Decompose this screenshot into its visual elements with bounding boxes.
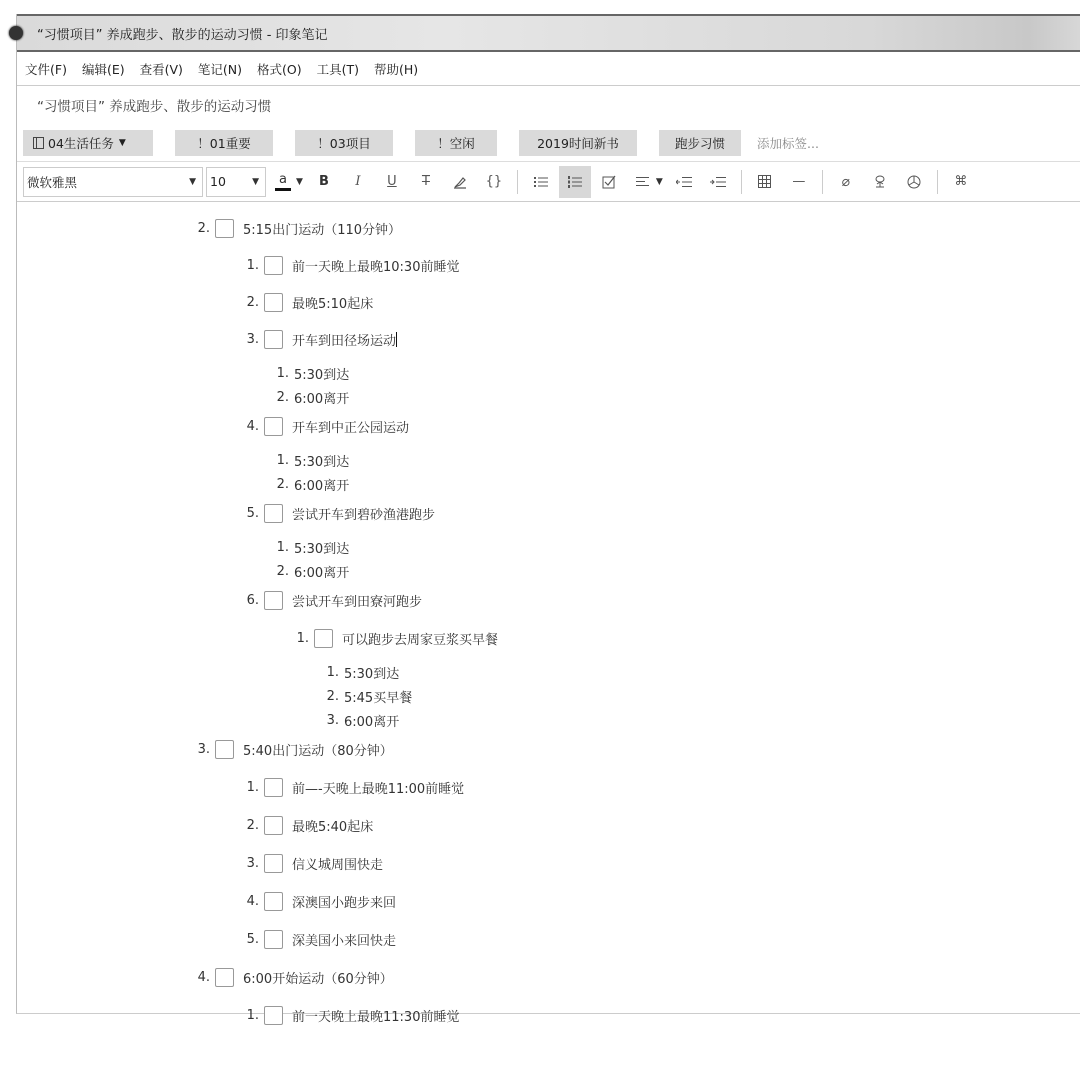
list-item-text: 6:00离开 <box>294 478 350 494</box>
toolbar-divider <box>937 170 938 194</box>
text-color-button[interactable] <box>267 166 299 198</box>
chevron-down-icon: ▼ <box>118 137 126 148</box>
font-family-select[interactable] <box>23 167 203 197</box>
task-checkbox[interactable] <box>264 256 283 275</box>
list-item-text: 5:30到达 <box>294 454 350 470</box>
list-item-text: 5:15出门运动（110分钟） <box>243 222 402 238</box>
list-number: 4. <box>246 893 259 909</box>
menu-tools[interactable]: 工具(T) <box>316 61 360 77</box>
underline-button[interactable]: U <box>387 174 397 189</box>
list-number: 1. <box>276 539 289 555</box>
list-number: 1. <box>246 257 259 273</box>
checkbox-button[interactable] <box>593 166 625 198</box>
numbered-list-item[interactable] <box>269 537 349 557</box>
numbered-list-button[interactable] <box>559 166 591 198</box>
task-checkbox[interactable] <box>264 778 283 797</box>
highlight-button[interactable] <box>444 166 476 198</box>
chevron-down-icon: ▼ <box>252 176 259 187</box>
checklist-item[interactable] <box>239 891 396 911</box>
list-item-text: 6:00开始运动（60分钟） <box>243 971 393 987</box>
list-number: 2. <box>197 220 210 236</box>
checklist-item[interactable] <box>190 967 393 987</box>
list-number: 3. <box>197 741 210 757</box>
list-number: 2. <box>326 688 339 704</box>
task-checkbox[interactable] <box>215 219 234 238</box>
notebook-name: 04生活任务 <box>48 135 114 151</box>
record-audio-button[interactable] <box>864 166 896 198</box>
tag-idle[interactable]: ！空闲 <box>415 130 497 156</box>
checklist-item[interactable] <box>239 590 422 610</box>
task-checkbox[interactable] <box>264 816 283 835</box>
bullet-list-icon <box>534 176 548 188</box>
tag-2019-time-book[interactable]: 2019时间新书 <box>519 130 637 156</box>
list-item-text: 6:00离开 <box>294 391 350 407</box>
numbered-list-item[interactable] <box>269 561 349 581</box>
format-toolbar <box>17 162 1080 202</box>
add-tag-input[interactable]: 添加标签... <box>757 135 819 151</box>
indent-button[interactable] <box>702 166 734 198</box>
numbered-list-item[interactable] <box>319 710 399 730</box>
list-item-text: 5:30到达 <box>344 666 400 682</box>
task-checkbox[interactable] <box>264 1006 283 1025</box>
menu-format[interactable]: 格式(O) <box>257 61 302 77</box>
checklist-item[interactable] <box>239 416 409 436</box>
checkbox-icon <box>602 175 616 189</box>
list-number: 4. <box>197 969 210 985</box>
align-left-icon <box>636 176 650 188</box>
task-checkbox[interactable] <box>264 854 283 873</box>
tag-running-habit[interactable]: 跑步习惯 <box>659 130 741 156</box>
notebook-selector[interactable] <box>23 130 153 156</box>
attach-button[interactable] <box>830 166 862 198</box>
checklist-item[interactable] <box>239 329 397 349</box>
list-item-text: 尝试开车到碧砂渔港跑步 <box>292 507 436 523</box>
tag-03-project[interactable]: ！03项目 <box>295 130 393 156</box>
tag-01-important[interactable]: ！01重要 <box>175 130 273 156</box>
task-checkbox[interactable] <box>264 293 283 312</box>
list-number: 1. <box>276 365 289 381</box>
menu-bar <box>17 52 1080 86</box>
checklist-item[interactable] <box>239 503 435 523</box>
insert-table-button[interactable] <box>749 166 781 198</box>
task-checkbox[interactable] <box>215 740 234 759</box>
list-number: 2. <box>246 817 259 833</box>
list-item-text: 深美国小来回快走 <box>292 933 397 949</box>
strikethrough-button[interactable] <box>410 166 442 198</box>
list-number: 2. <box>276 389 289 405</box>
window-title: “习惯项目” 养成跑步、散步的运动习惯 - 印象笔记 <box>37 27 328 43</box>
numbered-list-item[interactable] <box>319 686 412 706</box>
menu-file[interactable]: 文件(F) <box>25 61 67 77</box>
encrypt-icon <box>907 175 921 189</box>
font-size-select[interactable] <box>206 167 266 197</box>
numbered-list-icon <box>568 176 582 188</box>
checklist-item[interactable] <box>239 777 464 797</box>
task-checkbox[interactable] <box>215 968 234 987</box>
list-item-text: 5:30到达 <box>294 367 350 383</box>
list-number: 2. <box>276 563 289 579</box>
microphone-icon <box>874 175 886 189</box>
list-number: 3. <box>246 331 259 347</box>
list-number: 1. <box>296 630 309 646</box>
outdent-button[interactable] <box>668 166 700 198</box>
checklist-item[interactable] <box>190 218 401 238</box>
checklist-item[interactable] <box>239 853 383 873</box>
numbered-list-item[interactable] <box>269 387 349 407</box>
task-checkbox[interactable] <box>264 591 283 610</box>
indent-icon <box>710 176 726 188</box>
checklist-item[interactable] <box>239 929 396 949</box>
list-item-text: 开车到田径场运动 <box>292 333 397 349</box>
align-dropdown-icon[interactable]: ▼ <box>655 176 663 187</box>
list-item-text: 可以跑步去周家豆浆买早餐 <box>342 632 499 648</box>
task-checkbox[interactable] <box>264 892 283 911</box>
list-item-text: 信义城周围快走 <box>292 857 384 873</box>
list-item-text: 尝试开车到田寮河跑步 <box>292 594 423 610</box>
list-item-text: 6:00离开 <box>344 714 400 730</box>
list-number: 1. <box>276 452 289 468</box>
checklist-item[interactable] <box>190 739 393 759</box>
menu-help[interactable]: 帮助(H) <box>374 61 419 77</box>
text-cursor <box>396 332 397 347</box>
list-number: 4. <box>246 418 259 434</box>
evernote-app-icon[interactable] <box>9 26 23 40</box>
task-checkbox[interactable] <box>264 930 283 949</box>
numbered-list-item[interactable] <box>269 474 349 494</box>
font-size-value: 10 <box>210 174 226 189</box>
list-item-text: 最晚5:10起床 <box>292 296 374 312</box>
list-item-text: 5:30到达 <box>294 541 350 557</box>
checklist-item[interactable] <box>239 255 459 275</box>
numbered-list-item[interactable] <box>319 662 399 682</box>
command-icon: ⌘ <box>954 174 968 189</box>
list-item-text: 最晚5:40起床 <box>292 819 374 835</box>
checklist-item[interactable] <box>239 815 373 835</box>
list-item-text: 前一天晚上最晚10:30前睡觉 <box>292 259 460 275</box>
bullet-list-button[interactable] <box>525 166 557 198</box>
list-number: 5. <box>246 505 259 521</box>
list-number: 3. <box>326 712 339 728</box>
checklist-item[interactable] <box>289 628 498 648</box>
checklist-item[interactable] <box>239 292 373 312</box>
toolbar-divider <box>741 170 742 194</box>
task-checkbox[interactable] <box>314 629 333 648</box>
more-commands-button[interactable] <box>945 166 977 198</box>
list-item-text: 前一天晚上最晚11:30前睡觉 <box>292 1009 460 1025</box>
strikethrough-icon: T <box>421 174 430 189</box>
tag-bar <box>17 124 1080 162</box>
title-bar <box>17 14 1080 52</box>
list-item-text: 5:40出门运动（80分钟） <box>243 743 393 759</box>
chevron-down-icon: ▼ <box>189 176 196 187</box>
list-number: 5. <box>246 931 259 947</box>
list-number: 2. <box>276 476 289 492</box>
list-item-text: 深澳国小跑步来回 <box>292 895 397 911</box>
notebook-icon <box>33 137 44 149</box>
encrypt-button[interactable] <box>898 166 930 198</box>
font-family-value: 微软雅黑 <box>27 174 78 190</box>
horizontal-rule-button[interactable] <box>783 166 815 198</box>
align-button[interactable] <box>627 166 659 198</box>
paperclip-icon: ⌀ <box>841 173 851 190</box>
checklist-item[interactable] <box>239 1005 459 1025</box>
code-block-button[interactable]: {} <box>485 174 503 189</box>
list-number: 6. <box>246 592 259 608</box>
table-icon <box>758 175 771 188</box>
list-item-text: 6:00离开 <box>294 565 350 581</box>
task-checkbox[interactable] <box>264 504 283 523</box>
list-number: 3. <box>246 855 259 871</box>
numbered-list-item[interactable] <box>269 363 349 383</box>
toolbar-divider <box>822 170 823 194</box>
menu-view[interactable]: 查看(V) <box>139 61 183 77</box>
task-checkbox[interactable] <box>264 417 283 436</box>
text-color-dropdown-icon[interactable]: ▼ <box>296 176 303 187</box>
text-color-icon: a <box>274 172 292 191</box>
numbered-list-item[interactable] <box>269 450 349 470</box>
list-item-text: 开车到中正公园运动 <box>292 420 410 436</box>
list-number: 1. <box>326 664 339 680</box>
toolbar-divider <box>517 170 518 194</box>
menu-edit[interactable]: 编辑(E) <box>81 61 125 77</box>
list-item-text: 前—-天晚上最晚11:00前睡觉 <box>292 781 465 797</box>
menu-note[interactable]: 笔记(N) <box>197 61 243 77</box>
evernote-window <box>16 14 1080 1025</box>
bold-button[interactable]: B <box>318 174 329 189</box>
list-number: 1. <box>246 779 259 795</box>
list-item-text: 5:45买早餐 <box>344 690 413 706</box>
outdent-icon <box>676 176 692 188</box>
highlighter-icon <box>453 175 467 189</box>
horizontal-rule-icon: — <box>792 174 806 189</box>
note-title[interactable]: “习惯项目” 养成跑步、散步的运动习惯 <box>37 99 272 115</box>
list-number: 2. <box>246 294 259 310</box>
italic-button[interactable]: I <box>355 174 361 189</box>
task-checkbox[interactable] <box>264 330 283 349</box>
list-number: 1. <box>246 1007 259 1023</box>
